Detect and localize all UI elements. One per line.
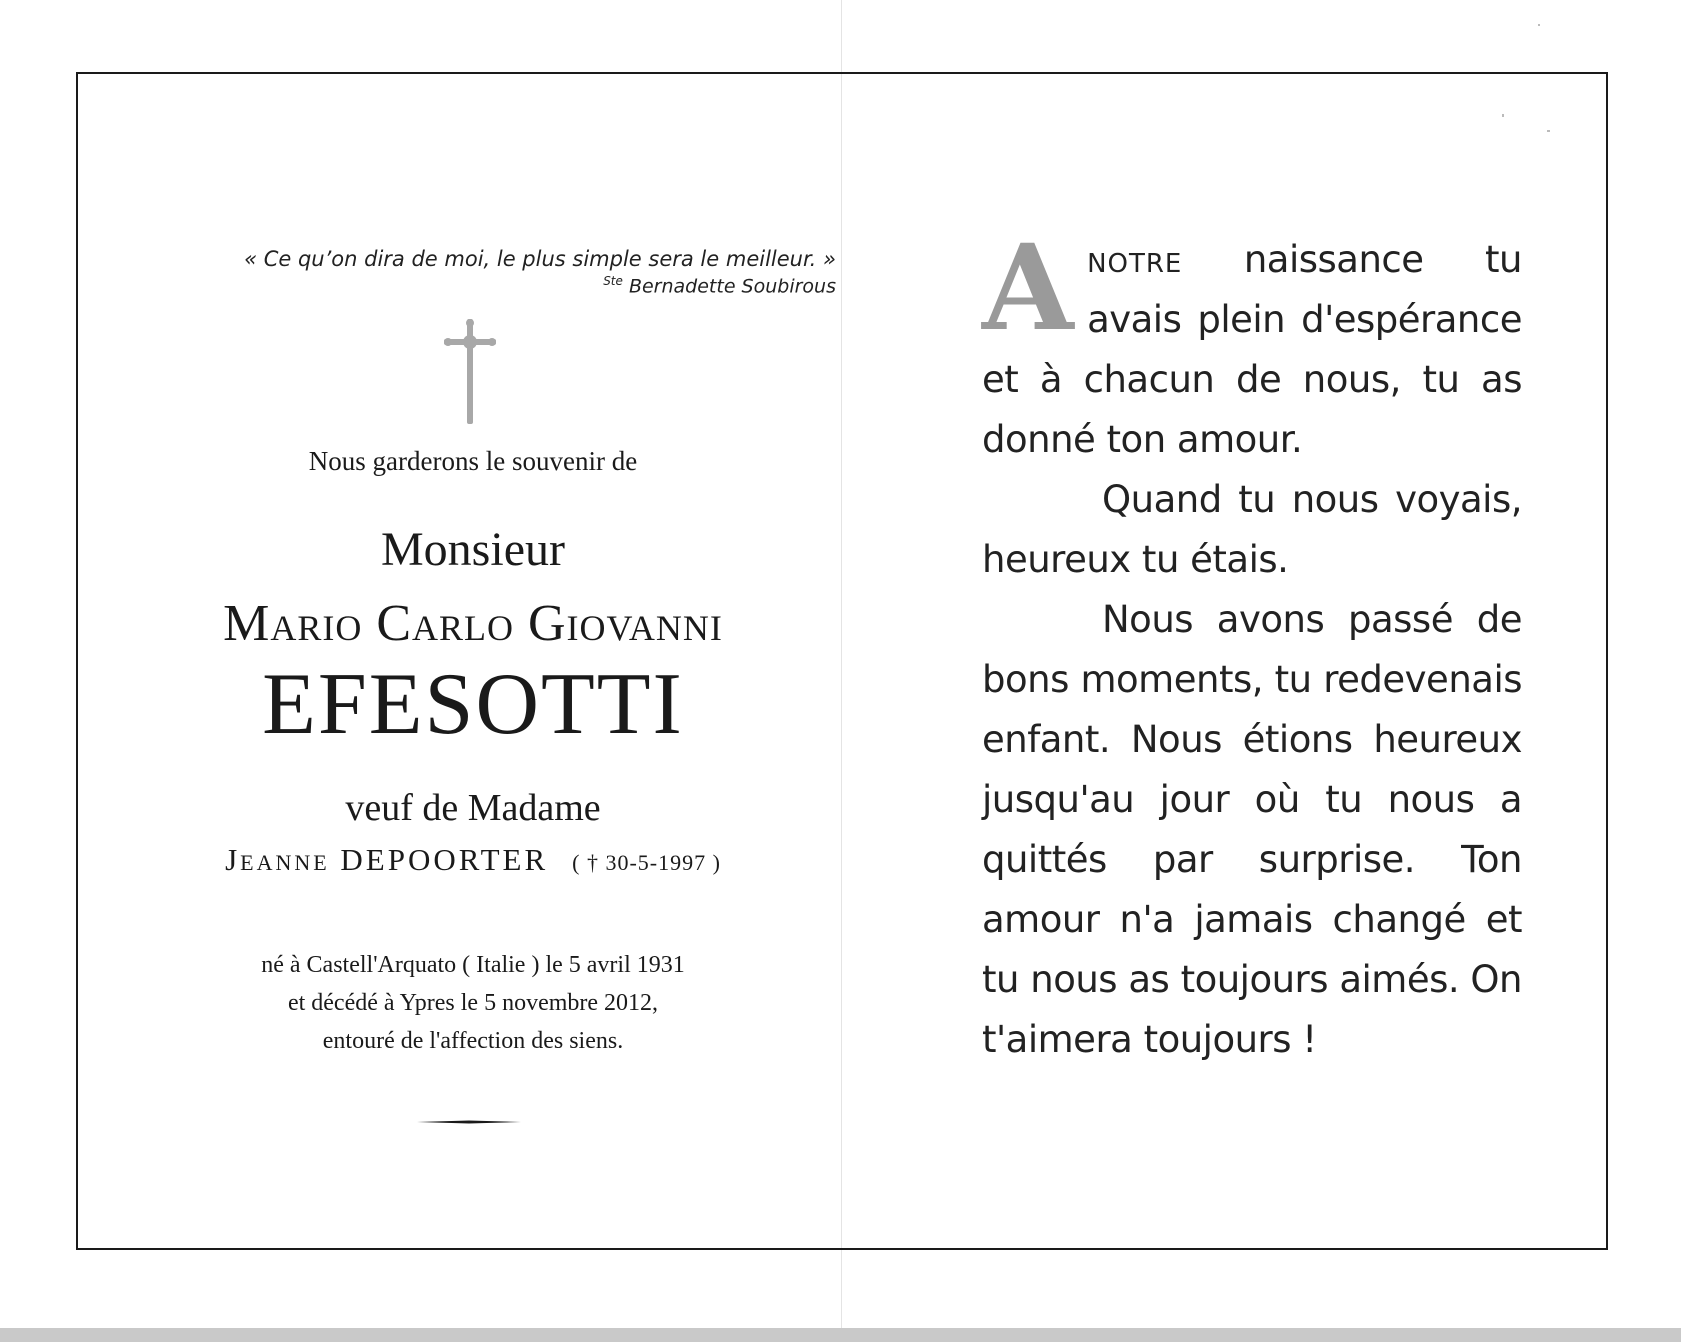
- scan-edge: [0, 1328, 1681, 1342]
- left-panel: [78, 74, 868, 1248]
- epigraph-author: [603, 274, 836, 297]
- epigraph-quote: « Ce qu’on dira de moi, le plus simple sera le meilleur. »: [244, 247, 836, 271]
- divider-ornament: [417, 1120, 521, 1124]
- given-names: Mario Carlo Giovanni: [223, 595, 723, 652]
- birth-line: né à Castell'Arquato ( Italie ) le 5 avril 1931: [261, 952, 685, 978]
- spouse-line: [78, 842, 868, 878]
- author-name: Bernadette Soubirous: [628, 275, 836, 298]
- spouse-name: Jeanne DEPOORTER: [225, 842, 549, 877]
- drop-cap: A: [982, 218, 1074, 357]
- memorial-intro: Nous garderons le souvenir de: [308, 446, 638, 476]
- poem-paragraph-1-text: naissance tu avais plein d'espérance et à chacun de nous, tu as donné ton amour.: [982, 238, 1522, 461]
- memorial-poem: [982, 218, 1522, 1070]
- honorific: Monsieur: [381, 523, 565, 576]
- poem-paragraph-2: Quand tu nous voyais, heureux tu étais.: [982, 478, 1522, 581]
- family-line: entouré de l'affection des siens.: [322, 1028, 624, 1054]
- biography: [78, 946, 868, 1060]
- surname: EFESOTTI: [262, 656, 684, 753]
- poem-paragraph-1: [982, 218, 1522, 470]
- spouse-death-date: ( † 30-5-1997 ): [572, 850, 721, 875]
- death-line: et décédé à Ypres le 5 novembre 2012,: [287, 990, 659, 1016]
- widow-of-label: veuf de Madame: [345, 787, 601, 829]
- poem-first-words: notre: [1087, 238, 1183, 281]
- cross-icon: [444, 319, 496, 424]
- poem-paragraph-3: Nous avons passé de bons moments, tu redevenais enfant. Nous étions heureux jusqu'au jour où tu nous a quittés par surprise. Ton amour n'a jamais changé et tu nous as toujours aimés. On t'aimera toujours !: [982, 598, 1522, 1061]
- author-prefix: Ste: [603, 274, 623, 288]
